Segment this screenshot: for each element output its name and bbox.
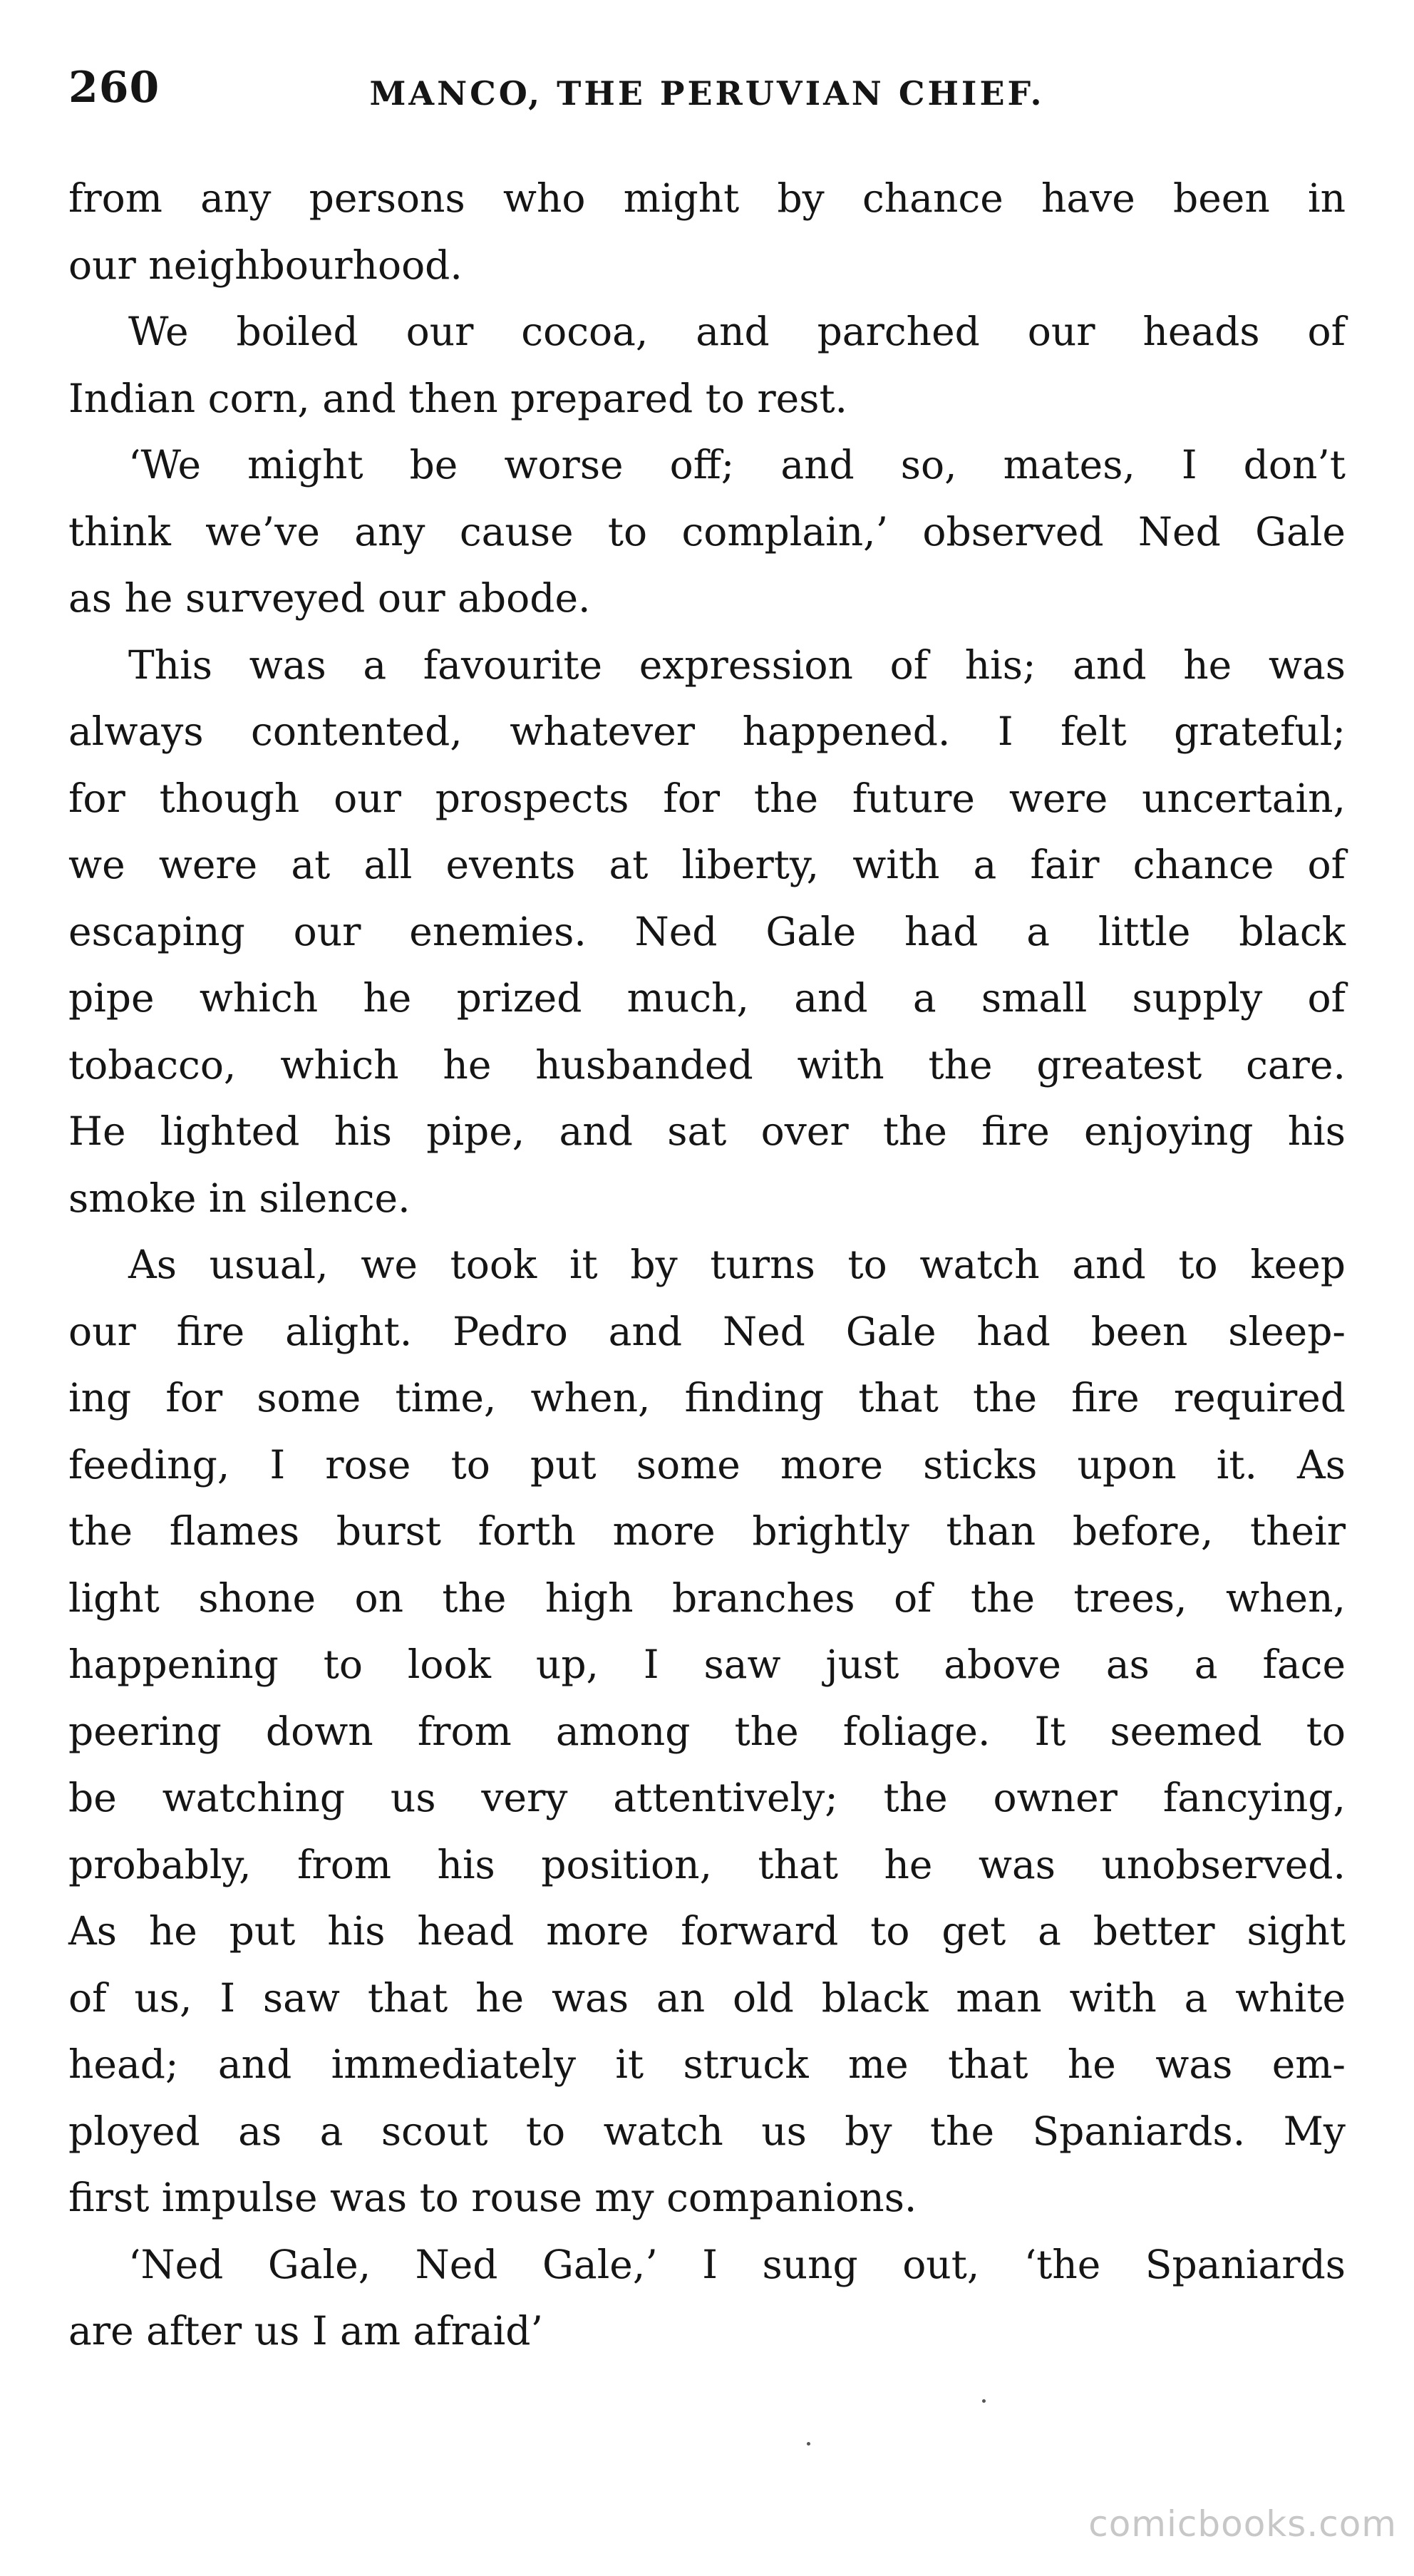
- text-line: tobacco, which he husbanded with the greatest care.: [68, 1041, 1346, 1088]
- text-line: always contented, whatever happened. I felt grateful;: [68, 709, 1346, 754]
- text-line: ployed as a scout to watch us by the Spaniards. My: [68, 2108, 1346, 2154]
- text-line: pipe which he prized much, and a small supply of: [68, 975, 1346, 1021]
- text-line: We boiled our cocoa, and parched our heads of: [128, 309, 1346, 354]
- text-line: as he surveyed our abode.: [68, 575, 591, 621]
- text-line: ing for some time, when, finding that the fire required: [68, 1375, 1346, 1421]
- ink-speck: [807, 2442, 810, 2446]
- paragraph: [68, 165, 1346, 299]
- paragraph: [68, 432, 1346, 632]
- text-line: are after us I am afraid’: [68, 2308, 543, 2354]
- text-line: we were at all events at liberty, with a fair chance of: [68, 842, 1346, 887]
- text-line: for though our prospects for the future were uncertain,: [68, 775, 1346, 821]
- text-line: probably, from his position, that he was unobserved.: [68, 1841, 1346, 1887]
- page-header: [68, 63, 1346, 127]
- paragraph: [68, 2232, 1346, 2365]
- text-line: the flames burst forth more brightly than before, their: [68, 1508, 1346, 1554]
- text-line: ‘Ned Gale, Ned Gale,’ I sung out, ‘the Spaniards: [128, 2241, 1346, 2287]
- text-line: light shone on the high branches of the trees, when,: [68, 1575, 1346, 1621]
- ink-speck: [982, 2399, 986, 2403]
- text-line: He lighted his pipe, and sat over the fire enjoying his: [68, 1108, 1346, 1154]
- paragraph: [68, 299, 1346, 432]
- text-line: smoke in silence.: [68, 1175, 411, 1221]
- text-line: our fire alight. Pedro and Ned Gale had been sleep-: [68, 1308, 1346, 1354]
- text-line: peering down from among the foliage. It seemed to: [68, 1708, 1346, 1754]
- text-line: Indian corn, and then prepared to rest.: [68, 375, 848, 421]
- running-head: MANCO, THE PERUVIAN CHIEF.: [369, 74, 1045, 113]
- text-line: This was a favourite expression of his; and he was: [128, 642, 1346, 688]
- paragraph: [68, 632, 1346, 1232]
- watermark: comicbooks.com: [1088, 2503, 1397, 2545]
- text-line: happening to look up, I saw just above as a face: [68, 1642, 1346, 1687]
- text-line: head; and immediately it struck me that he was em-: [68, 2041, 1346, 2087]
- text-line: escaping our enemies. Ned Gale had a little black: [68, 908, 1346, 954]
- text-line: from any persons who might by chance have been in: [68, 175, 1346, 221]
- text-line: As he put his head more forward to get a better sight: [68, 1908, 1346, 1954]
- text-line: As usual, we took it by turns to watch and to keep: [128, 1242, 1346, 1287]
- page-number: 260: [68, 63, 160, 113]
- text-line: ‘We might be worse off; and so, mates, I don’t: [128, 442, 1346, 488]
- text-line: think we’ve any cause to complain,’ observed Ned Gale: [68, 508, 1346, 555]
- paragraph: [68, 1232, 1346, 2232]
- text-line: of us, I saw that he was an old black man with a white: [68, 1974, 1346, 2021]
- text-line: be watching us very attentively; the owner fancying,: [68, 1775, 1346, 1820]
- text-line: our neighbourhood.: [68, 242, 463, 288]
- text-line: first impulse was to rouse my companions.: [68, 2175, 917, 2220]
- text-line: feeding, I rose to put some more sticks upon it. As: [68, 1441, 1346, 1488]
- body-text: [68, 165, 1346, 2365]
